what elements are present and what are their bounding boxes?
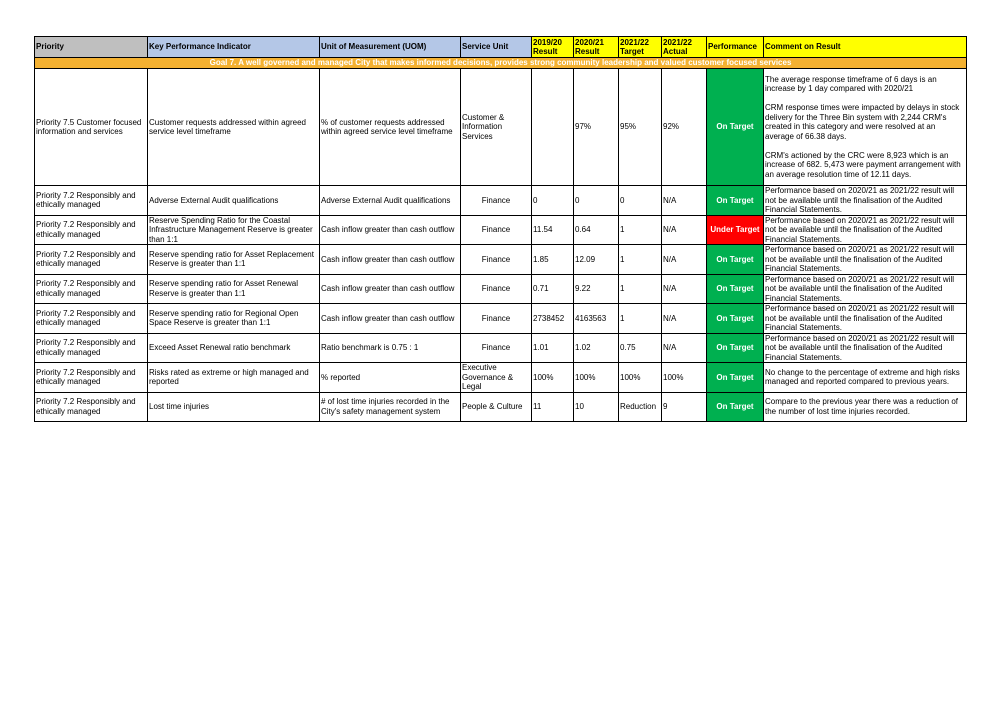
- performance-status: On Target: [707, 245, 764, 275]
- header-2021-22-actual: 2021/22 Actual: [662, 37, 707, 58]
- header-uom: Unit of Measurement (UOM): [320, 37, 461, 58]
- performance-status: On Target: [707, 274, 764, 304]
- actual-2021-22-cell: N/A: [662, 304, 707, 334]
- result-2020-21-cell: 9.22: [574, 274, 619, 304]
- priority-cell: Priority 7.2 Responsibly and ethically managed: [35, 274, 148, 304]
- uom-cell: Adverse External Audit qualifications: [320, 186, 461, 216]
- uom-cell: Cash inflow greater than cash outflow: [320, 304, 461, 334]
- result-2020-21-cell: 0: [574, 186, 619, 216]
- performance-status: On Target: [707, 333, 764, 363]
- performance-status: On Target: [707, 392, 764, 421]
- priority-cell: Priority 7.2 Responsibly and ethically managed: [35, 363, 148, 393]
- kpi-cell: Adverse External Audit qualifications: [148, 186, 320, 216]
- service-unit-cell: Finance: [461, 245, 532, 275]
- header-2021-22-target: 2021/22 Target: [619, 37, 662, 58]
- comment-cell: Performance based on 2020/21 as 2021/22 result will not be available until the finalisation of the Audited Financial Statements.: [764, 245, 967, 275]
- service-unit-cell: Finance: [461, 304, 532, 334]
- comment-cell: Performance based on 2020/21 as 2021/22 result will not be available until the finalisation of the Audited Financial Statements.: [764, 186, 967, 216]
- result-2020-21-cell: 10: [574, 392, 619, 421]
- goal-banner: Goal 7. A well governed and managed City that makes informed decisions, provides strong community leadership and valued customer focused services: [35, 58, 967, 69]
- actual-2021-22-cell: 9: [662, 392, 707, 421]
- result-2020-21-cell: 4163563: [574, 304, 619, 334]
- priority-cell: Priority 7.2 Responsibly and ethically managed: [35, 304, 148, 334]
- result-2020-21-cell: 12.09: [574, 245, 619, 275]
- kpi-cell: Exceed Asset Renewal ratio benchmark: [148, 333, 320, 363]
- uom-cell: # of lost time injuries recorded in the City's safety management system: [320, 392, 461, 421]
- table-row: [35, 69, 967, 186]
- header-2020-21-result: 2020/21 Result: [574, 37, 619, 58]
- comment-cell: Performance based on 2020/21 as 2021/22 result will not be available until the finalisation of the Audited Financial Statements.: [764, 215, 967, 245]
- actual-2021-22-cell: N/A: [662, 333, 707, 363]
- target-2021-22-cell: 1: [619, 304, 662, 334]
- uom-cell: % reported: [320, 363, 461, 393]
- result-2020-21-cell: 97%: [574, 69, 619, 186]
- performance-status: On Target: [707, 363, 764, 393]
- result-2019-20-cell: 0: [532, 186, 574, 216]
- service-unit-cell: Finance: [461, 333, 532, 363]
- target-2021-22-cell: Reduction: [619, 392, 662, 421]
- kpi-cell: Reserve spending ratio for Regional Open Space Reserve is greater than 1:1: [148, 304, 320, 334]
- table-row: [35, 333, 967, 363]
- header-service-unit: Service Unit: [461, 37, 532, 58]
- header-kpi: Key Performance Indicator: [148, 37, 320, 58]
- kpi-cell: Reserve Spending Ratio for the Coastal Infrastructure Management Reserve is greater than 1:1: [148, 215, 320, 245]
- priority-cell: Priority 7.2 Responsibly and ethically managed: [35, 245, 148, 275]
- comment-paragraph: CRM response times were impacted by delays in stock delivery for the Three Bin system with 2,244 CRM's created in this category and were resolved at an average of 66.38 days.: [765, 103, 960, 141]
- result-2019-20-cell: 1.85: [532, 245, 574, 275]
- result-2019-20-cell: 11.54: [532, 215, 574, 245]
- result-2019-20-cell: 2738452: [532, 304, 574, 334]
- actual-2021-22-cell: 100%: [662, 363, 707, 393]
- result-2019-20-cell: 0.71: [532, 274, 574, 304]
- actual-2021-22-cell: N/A: [662, 215, 707, 245]
- service-unit-cell: Executive Governance & Legal: [461, 363, 532, 393]
- kpi-cell: Reserve spending ratio for Asset Replacement Reserve is greater than 1:1: [148, 245, 320, 275]
- actual-2021-22-cell: N/A: [662, 245, 707, 275]
- kpi-cell: Reserve spending ratio for Asset Renewal Reserve is greater than 1:1: [148, 274, 320, 304]
- priority-cell: Priority 7.2 Responsibly and ethically managed: [35, 215, 148, 245]
- service-unit-cell: Customer & Information Services: [461, 69, 532, 186]
- priority-cell: Priority 7.2 Responsibly and ethically managed: [35, 333, 148, 363]
- priority-cell: Priority 7.2 Responsibly and ethically managed: [35, 186, 148, 216]
- uom-cell: Ratio benchmark is 0.75 : 1: [320, 333, 461, 363]
- target-2021-22-cell: 1: [619, 245, 662, 275]
- comment-cell: Compare to the previous year there was a reduction of the number of lost time injuries recorded.: [764, 392, 967, 421]
- uom-cell: % of customer requests addressed within agreed service level timeframe: [320, 69, 461, 186]
- target-2021-22-cell: 100%: [619, 363, 662, 393]
- actual-2021-22-cell: 92%: [662, 69, 707, 186]
- header-comment: Comment on Result: [764, 37, 967, 58]
- comment-cell: Performance based on 2020/21 as 2021/22 result will not be available until the finalisation of the Audited Financial Statements.: [764, 274, 967, 304]
- table-row: [35, 245, 967, 275]
- service-unit-cell: People & Culture: [461, 392, 532, 421]
- performance-status: Under Target: [707, 215, 764, 245]
- comment-cell: Performance based on 2020/21 as 2021/22 result will not be available until the finalisation of the Audited Financial Statements.: [764, 304, 967, 334]
- header-priority: Priority: [35, 37, 148, 58]
- kpi-cell: Risks rated as extreme or high managed and reported: [148, 363, 320, 393]
- actual-2021-22-cell: N/A: [662, 274, 707, 304]
- kpi-table: [34, 36, 967, 422]
- result-2019-20-cell: 100%: [532, 363, 574, 393]
- uom-cell: Cash inflow greater than cash outflow: [320, 274, 461, 304]
- uom-cell: Cash inflow greater than cash outflow: [320, 245, 461, 275]
- table-row: [35, 392, 967, 421]
- performance-status: On Target: [707, 186, 764, 216]
- service-unit-cell: Finance: [461, 274, 532, 304]
- service-unit-cell: Finance: [461, 215, 532, 245]
- result-2020-21-cell: 100%: [574, 363, 619, 393]
- table-row: [35, 304, 967, 334]
- target-2021-22-cell: 1: [619, 274, 662, 304]
- table-row: [35, 363, 967, 393]
- comment-cell: No change to the percentage of extreme and high risks managed and reported compared to previous years.: [764, 363, 967, 393]
- kpi-cell: Customer requests addressed within agreed service level timeframe: [148, 69, 320, 186]
- priority-cell: Priority 7.5 Customer focused information and services: [35, 69, 148, 186]
- header-2019-20-result: 2019/20 Result: [532, 37, 574, 58]
- comment-cell: Performance based on 2020/21 as 2021/22 result will not be available until the finalisation of the Audited Financial Statements.: [764, 333, 967, 363]
- target-2021-22-cell: 0.75: [619, 333, 662, 363]
- result-2019-20-cell: [532, 69, 574, 186]
- table-row: [35, 274, 967, 304]
- service-unit-cell: Finance: [461, 186, 532, 216]
- result-2019-20-cell: 11: [532, 392, 574, 421]
- goal-banner-row: [35, 58, 967, 69]
- uom-cell: Cash inflow greater than cash outflow: [320, 215, 461, 245]
- target-2021-22-cell: 95%: [619, 69, 662, 186]
- performance-status: On Target: [707, 304, 764, 334]
- kpi-cell: Lost time injuries: [148, 392, 320, 421]
- actual-2021-22-cell: N/A: [662, 186, 707, 216]
- table-row: [35, 186, 967, 216]
- header-row: [35, 37, 967, 58]
- table-row: [35, 215, 967, 245]
- priority-cell: Priority 7.2 Responsibly and ethically managed: [35, 392, 148, 421]
- result-2020-21-cell: 0.64: [574, 215, 619, 245]
- target-2021-22-cell: 0: [619, 186, 662, 216]
- result-2019-20-cell: 1.01: [532, 333, 574, 363]
- target-2021-22-cell: 1: [619, 215, 662, 245]
- comment-cell: [764, 69, 967, 186]
- performance-status: On Target: [707, 69, 764, 186]
- comment-paragraph: The average response timeframe of 6 days is an increase by 1 day compared with 2020/21: [765, 74, 937, 94]
- comment-paragraph: CRM's actioned by the CRC were 8,923 which is an increase of 682. 5,473 were payment arrangement with an average resolution time of 12.11 days.: [765, 150, 961, 179]
- result-2020-21-cell: 1.02: [574, 333, 619, 363]
- header-performance: Performance: [707, 37, 764, 58]
